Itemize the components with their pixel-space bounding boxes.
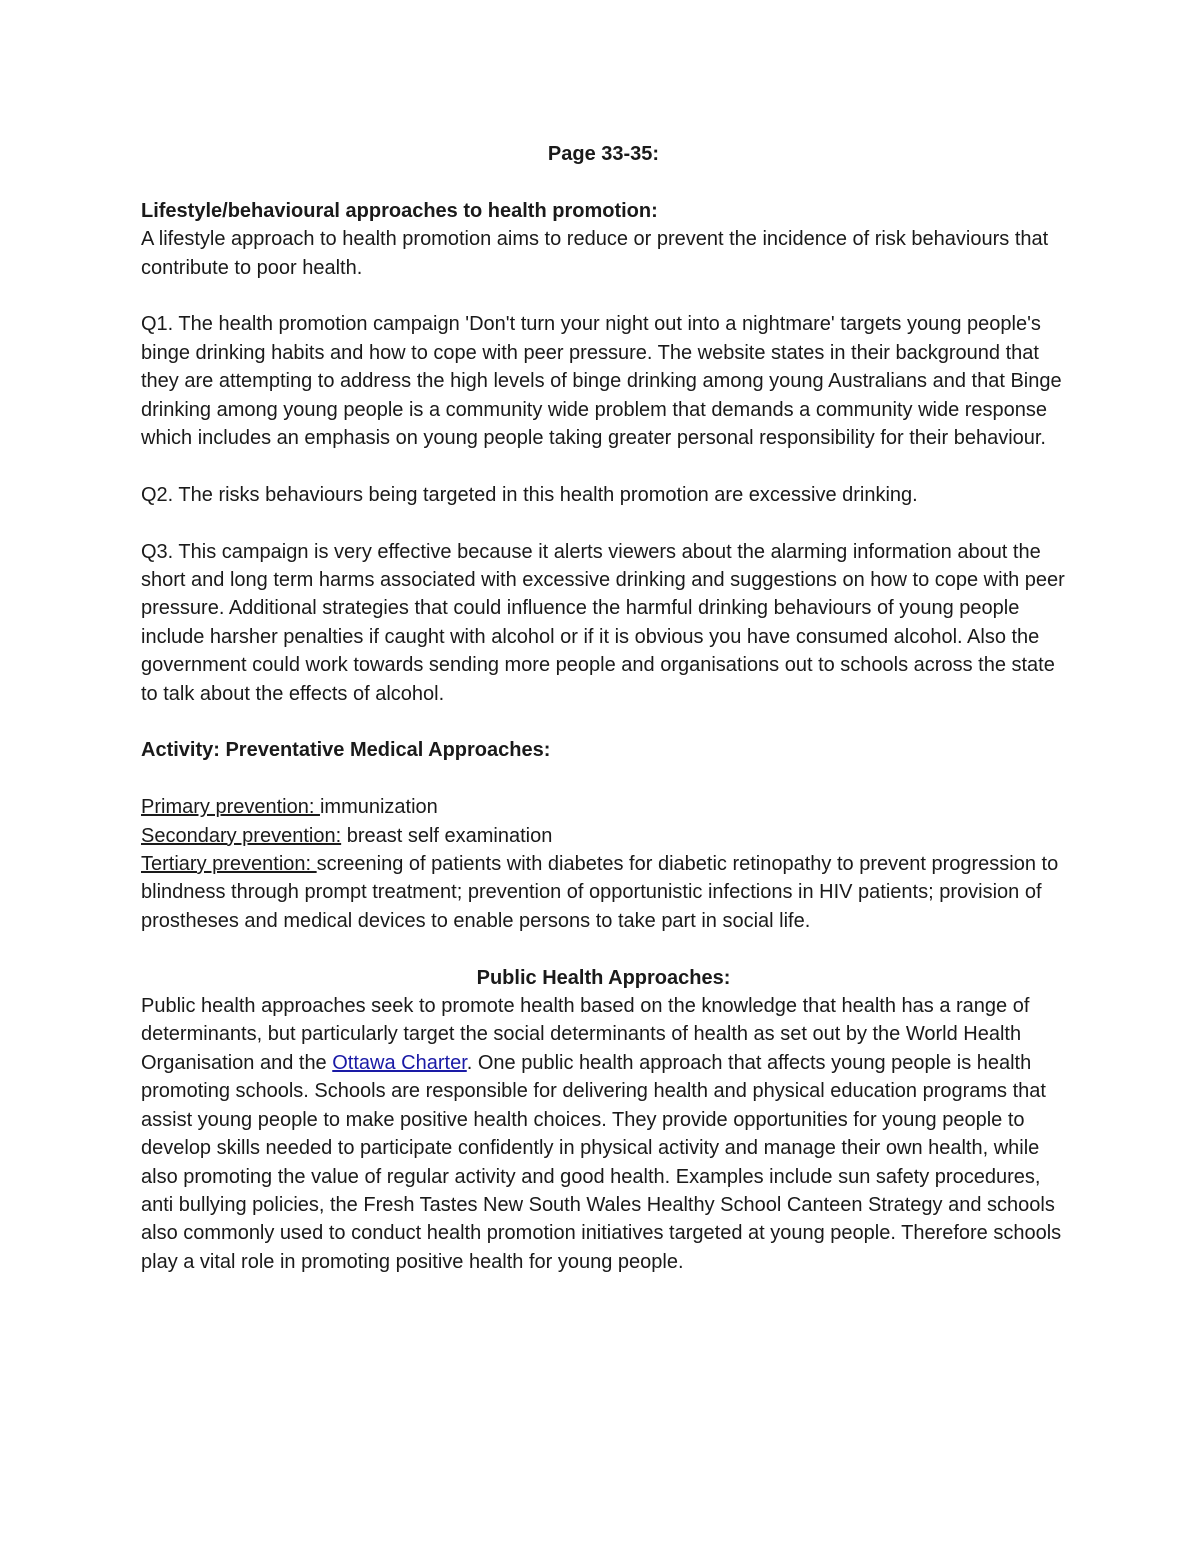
secondary-prevention	[141, 822, 1066, 850]
document-page	[141, 140, 1066, 1276]
secondary-prevention-text: breast self examination	[341, 824, 553, 847]
public-health-text-start: Public health approaches seek to promote health based on the knowledge that health has a range of determinants, but particularly target the social determinants of health as set out by the World Health Organisation and the	[141, 995, 1030, 1074]
answer-q3: Q3. This campaign is very effective because it alerts viewers about the alarming information about the short and long term harms associated with excessive drinking and suggestions on how to cope with peer pressure. Additional strategies that could influence the harmful drinking behaviours of young people include harsher penalties if caught with alcohol or if it is obvious you have consumed alcohol. Also the government could work towards sending more people and organisations out to schools across the state to talk about the effects of alcohol.	[141, 540, 1065, 705]
tertiary-prevention	[141, 850, 1066, 935]
public-health-paragraph	[141, 992, 1066, 1276]
spacer	[141, 282, 1066, 310]
lifestyle-intro: A lifestyle approach to health promotion aims to reduce or prevent the incidence of risk behaviours that contribute to poor health.	[141, 228, 1049, 279]
answer-q1: Q1. The health promotion campaign 'Don't turn your night out into a nightmare' targets young people's binge drinking habits and how to cope with peer pressure. The website states in their background that they are attempting to address the high levels of binge drinking among young Australians and that Binge drinking among young people is a community wide problem that demands a community wide response which includes an emphasis on young people taking greater personal responsibility for their behaviour.	[141, 313, 1062, 450]
spacer	[141, 168, 1066, 196]
public-health-heading: Public Health Approaches:	[476, 966, 731, 989]
spacer	[141, 935, 1066, 963]
primary-prevention-label: Primary prevention:	[141, 796, 320, 819]
tertiary-prevention-text: screening of patients with diabetes for diabetic retinopathy to prevent progression to blindness through prompt treatment; prevention of opportunistic infections in HIV patients; provision of prostheses and medical devices to enable persons to take part in social life.	[141, 853, 1059, 932]
tertiary-prevention-label: Tertiary prevention:	[141, 853, 317, 876]
spacer	[141, 452, 1066, 480]
public-health-text-end: . One public health approach that affects young people is health promoting schools. Schools are responsible for delivering health and physical education programs that assist young people to make positive health choices. They provide opportunities for young people to develop skills needed to participate confidently in physical activity and manage their own health, while also promoting the value of regular activity and good health. Examples include sun safety procedures, anti bullying policies, the Fresh Tastes New South Wales Healthy School Canteen Strategy and schools also commonly used to conduct health promotion initiatives targeted at young people. Therefore schools play a vital role in promoting positive health for young people.	[141, 1051, 1062, 1273]
spacer	[141, 509, 1066, 537]
answer-q2: Q2. The risks behaviours being targeted in this health promotion are excessive drinking.	[141, 483, 918, 506]
secondary-prevention-label: Secondary prevention:	[141, 824, 342, 847]
lifestyle-heading: Lifestyle/behavioural approaches to health promotion:	[141, 199, 658, 222]
ottawa-charter-link[interactable]: Ottawa Charter	[332, 1051, 467, 1074]
primary-prevention-text: immunization	[319, 796, 438, 819]
spacer	[141, 708, 1066, 736]
spacer	[141, 765, 1066, 793]
primary-prevention	[141, 793, 1066, 821]
activity-heading: Activity: Preventative Medical Approaches:	[141, 739, 551, 762]
page-heading: Page 33-35:	[547, 143, 660, 165]
